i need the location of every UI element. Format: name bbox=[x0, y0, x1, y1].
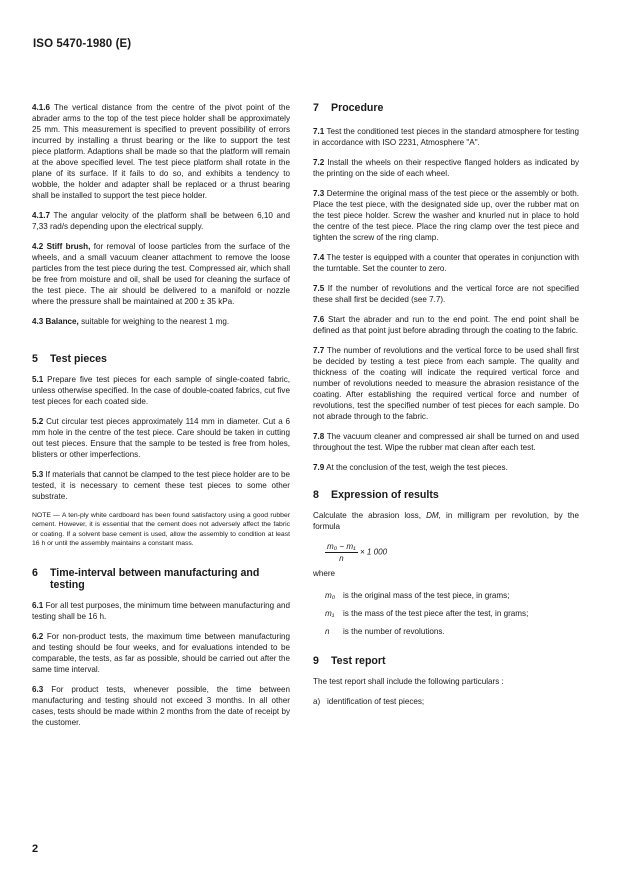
clause-term: Balance, bbox=[45, 317, 79, 326]
clause-7-4 bbox=[313, 252, 579, 274]
clause-6-2 bbox=[32, 631, 290, 675]
section-title: Expression of results bbox=[331, 489, 439, 501]
section-number: 6 bbox=[32, 566, 38, 579]
page-number: 2 bbox=[32, 843, 39, 855]
clause-number: 6.3 bbox=[32, 684, 44, 694]
section-number: 9 bbox=[313, 655, 319, 667]
clause-number: 5.1 bbox=[32, 375, 44, 384]
clause-number: 7.8 bbox=[313, 432, 325, 441]
right-column bbox=[313, 102, 579, 714]
clause-text: The angular velocity of the platform shall be between 6,10 and 7,33 rad/s depending upon the electrical supply. bbox=[32, 211, 291, 231]
clause-number: 4.1.7 bbox=[32, 211, 51, 220]
note: NOTE — A ten-ply white cardboard has been found satisfactory using a good rubber cement. However, it is essential that the cement does not adversely affect the fabric or coating. If a solvent base cement is used, allow the assembly to condition at least 16 h or until the assembly maintains a constant mass. bbox=[32, 512, 290, 548]
clause-text: Cut circular test pieces approximately 114 mm in diameter. Cut a 6 mm hole in the centre of the test piece. Care should be taken in cutting out test pieces. Ensure that the sample to be tested is free from holes, blisters or other imperfections. bbox=[32, 417, 290, 459]
clause-number: 7.4 bbox=[313, 253, 325, 262]
where-symbol: m₁ bbox=[325, 609, 335, 618]
clause-text: Determine the original mass of the test piece or the assembly or both. Place the test piece, with the designated side up, over the rubber mat on the test piece holder. Screw the washer and knurled nut in place to hold the centre of the test piece. Place the ring clamp over the test piece and tighten the screw of the ring clamp. bbox=[313, 189, 579, 242]
clause-text: For all test purposes, the minimum time between manufacturing and testing shall be 16 h. bbox=[32, 600, 290, 621]
section-heading-9 bbox=[313, 655, 579, 667]
where-item bbox=[325, 608, 579, 619]
clause-number: 6.2 bbox=[32, 631, 44, 641]
clause-7-5 bbox=[313, 283, 579, 305]
clause-text: Start the abrader and run to the end point. The end point shall be defined as that point just before abrading through the coating to the fabric. bbox=[313, 315, 579, 335]
clause-text: The number of revolutions and the vertical force to be used shall first be decided by testing a test piece from each sample. The quality and thickness of the coating will indicate the required vertical force and number of revolutions needed to measure the abrasion resistance of the coating. After establishing the required vertical force and number of revolutions, test the specified number of test pieces for each sample. Do not abrade through to the fabric. bbox=[313, 346, 579, 421]
clause-term: Stiff brush, bbox=[46, 242, 91, 251]
clause-number: 7.2 bbox=[313, 158, 325, 167]
clause-6-3 bbox=[32, 684, 290, 728]
section-title: Procedure bbox=[331, 102, 384, 114]
report-item-label: a) bbox=[313, 697, 321, 706]
section-title: Test report bbox=[331, 655, 386, 667]
clause-7-1 bbox=[313, 126, 579, 148]
clause-4-3 bbox=[32, 316, 290, 327]
where-text: is the mass of the test piece after the test, in grams; bbox=[343, 609, 529, 618]
results-intro-pre: Calculate the abrasion loss, bbox=[313, 511, 421, 520]
clause-4-1-6 bbox=[32, 102, 290, 201]
section-number: 5 bbox=[32, 353, 38, 365]
abrasion-formula bbox=[325, 541, 579, 564]
formula-numerator: m₀ − m₁ bbox=[327, 542, 356, 551]
report-intro: The test report shall include the following particulars : bbox=[313, 677, 504, 686]
section-title: Time-interval between manufacturing and testing bbox=[50, 566, 260, 591]
where-label: where bbox=[313, 569, 336, 578]
section-number: 7 bbox=[313, 102, 319, 114]
where-item bbox=[325, 590, 579, 601]
clause-number: 7.1 bbox=[313, 127, 325, 136]
clause-text: The vacuum cleaner and compressed air shall be turned on and used throughout the test. Wipe the rubber mat clean after each test. bbox=[313, 432, 579, 452]
clause-7-3 bbox=[313, 188, 579, 243]
clause-number: 5.3 bbox=[32, 470, 44, 479]
clause-text: Test the conditioned test pieces in the standard atmosphere for testing in accordance with ISO 2231, Atmosphere "A". bbox=[313, 127, 579, 147]
clause-4-2 bbox=[32, 241, 290, 307]
section-heading-7 bbox=[313, 102, 579, 114]
formula-denominator: n bbox=[339, 554, 344, 563]
results-symbol: DM, bbox=[426, 511, 441, 520]
clause-7-6 bbox=[313, 314, 579, 336]
results-intro bbox=[313, 510, 579, 532]
clause-number: 5.2 bbox=[32, 417, 44, 426]
clause-6-1 bbox=[32, 600, 290, 622]
formula-fraction bbox=[325, 541, 358, 564]
clause-text: Prepare five test pieces for each sample of single-coated fabric, unless otherwise specified. In the case of double-coated fabrics, cut five test pieces for each coated side. bbox=[32, 375, 290, 406]
report-item-a bbox=[313, 696, 579, 707]
left-column bbox=[32, 102, 290, 737]
results-intro-post: in milligram per revolution, by the formula bbox=[313, 511, 580, 531]
where-text: is the original mass of the test piece, in grams; bbox=[343, 591, 510, 600]
clause-text: The tester is equipped with a counter that operates in conjunction with the turntable. Set the counter to zero. bbox=[313, 253, 580, 273]
clause-7-7 bbox=[313, 345, 579, 422]
clause-number: 4.3 bbox=[32, 317, 44, 326]
section-heading-6 bbox=[32, 567, 290, 591]
formula-multiplier: × 1 000 bbox=[359, 547, 388, 557]
report-item-text: identification of test pieces; bbox=[327, 697, 425, 706]
section-title: Test pieces bbox=[50, 353, 107, 365]
clause-text: If materials that cannot be clamped to the test piece holder are to be tested, it is necessary to cement these test pieces to some other substrate. bbox=[32, 470, 290, 501]
clause-5-3 bbox=[32, 469, 290, 502]
clause-text: At the conclusion of the test, weigh the test pieces. bbox=[326, 463, 508, 472]
clause-4-1-7 bbox=[32, 210, 290, 232]
clause-text: For product tests, whenever possible, the time between manufacturing and testing should not exceed 3 months. In all other cases, tests should be made within 2 months from the date of receipt by the customer. bbox=[32, 684, 290, 727]
clause-text: for removal of loose particles from the surface of the wheels, and a small vacuum cleaner attachment to remove the loose particles from the test piece during the test. Compressed air, which shall be free from moisture and oil, shall be used for cleaning the surface of the test piece. The air should be delivered to a manifold or nozzle where the pressure shall be maintained at 200 ± 35 kPa. bbox=[32, 242, 291, 306]
section-heading-5 bbox=[32, 353, 290, 365]
clause-text: The vertical distance from the centre of the pivot point of the abrader arms to the top of the test piece holder shall be approximately 25 mm. This measurement is specified to prevent possibility of errors incurred by installing a thrust bearing or the like to support the test piece platform. Adaptions shall be made so that the platform will remain at the above specified level. The test piece platform shall rotate in the plane of its surface. If it fails to do so, and exhibits a tendency to wobble, the holder and adapter shall be replaced or a thrust bearing shall be installed to support the test piece holder. bbox=[32, 103, 290, 200]
section-heading-8 bbox=[313, 489, 579, 501]
clause-7-9 bbox=[313, 462, 579, 473]
clause-7-2 bbox=[313, 157, 579, 179]
clause-number: 7.6 bbox=[313, 315, 325, 324]
clause-7-8 bbox=[313, 431, 579, 453]
document-header: ISO 5470-1980 (E) bbox=[33, 38, 132, 50]
where-symbol: m₀ bbox=[325, 591, 336, 600]
clause-text: For non-product tests, the maximum time between manufacturing and testing should be four weeks, and for evaluations intended to be comparable, the tests, as far as possible, should be carried out after the same time interval. bbox=[32, 631, 290, 674]
clause-text: If the number of revolutions and the vertical force are not specified these shall first be decided (see 7.7). bbox=[313, 284, 579, 304]
clause-5-1 bbox=[32, 374, 290, 407]
where-item bbox=[325, 626, 579, 637]
clause-number: 6.1 bbox=[32, 600, 44, 610]
clause-5-2 bbox=[32, 416, 290, 460]
where-text: is the number of revolutions. bbox=[343, 627, 445, 636]
clause-number: 4.1.6 bbox=[32, 103, 51, 112]
clause-number: 7.7 bbox=[313, 346, 325, 355]
clause-text: Install the wheels on their respective flanged holders as indicated by the printing on the side of each wheel. bbox=[313, 158, 580, 178]
where-symbol: n bbox=[325, 627, 330, 636]
clause-number: 4.2 bbox=[32, 242, 44, 251]
clause-number: 7.5 bbox=[313, 284, 325, 293]
section-number: 8 bbox=[313, 489, 319, 501]
clause-number: 7.3 bbox=[313, 189, 325, 198]
clause-text: suitable for weighing to the nearest 1 mg. bbox=[81, 317, 230, 326]
clause-number: 7.9 bbox=[313, 463, 325, 472]
